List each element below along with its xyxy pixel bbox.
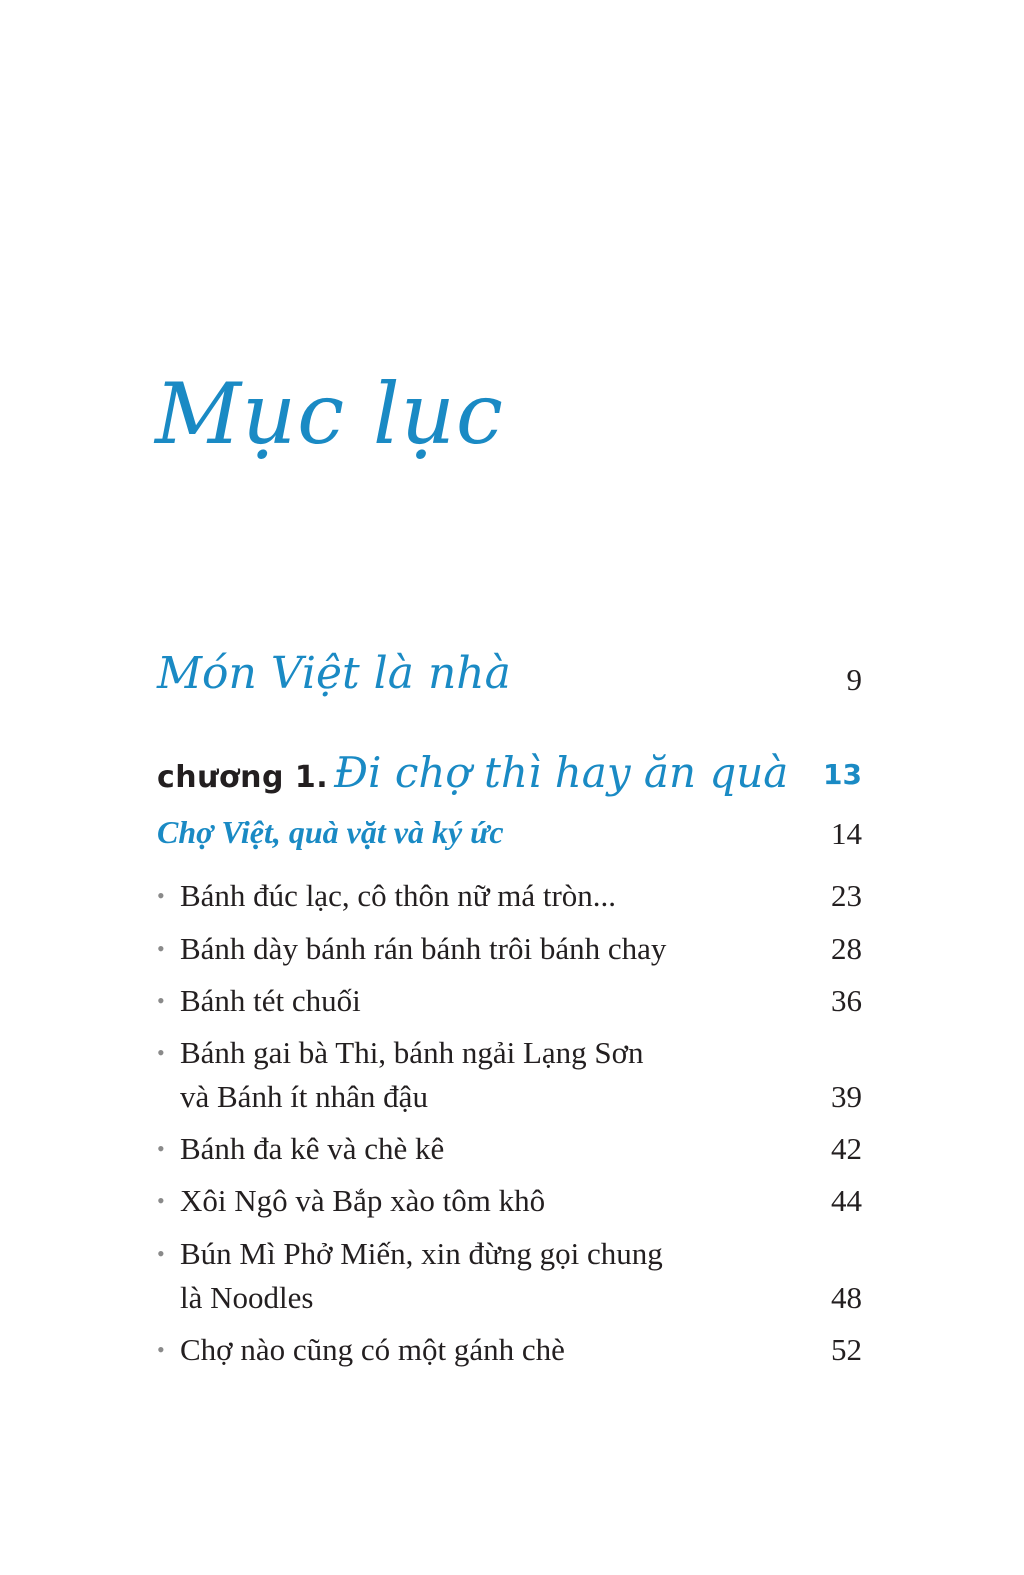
bullet-icon: • bbox=[157, 936, 165, 961]
part-title: Món Việt là nhà bbox=[157, 648, 511, 699]
bullet-icon: • bbox=[157, 1040, 165, 1065]
entry-page-number: 44 bbox=[831, 1183, 862, 1218]
bullet-icon: • bbox=[157, 1188, 165, 1213]
toc-entry bbox=[157, 1232, 862, 1320]
page-title: Mục lục bbox=[155, 365, 504, 463]
entry-page-number: 48 bbox=[831, 1280, 862, 1315]
toc-entry bbox=[157, 874, 862, 918]
entry-page-number: 42 bbox=[831, 1131, 862, 1166]
entry-page-number: 52 bbox=[831, 1332, 862, 1367]
toc-chapter-row bbox=[157, 748, 862, 804]
chapter-page-number: 13 bbox=[823, 758, 862, 791]
entry-title: Bánh đúc lạc, cô thôn nữ má tròn... bbox=[180, 878, 617, 913]
toc-entry bbox=[157, 1031, 862, 1119]
bullet-icon: • bbox=[157, 1241, 165, 1266]
entry-title: Xôi Ngô và Bắp xào tôm khô bbox=[180, 1183, 546, 1218]
toc-entry bbox=[157, 1328, 862, 1372]
chapter-label: chương 1. bbox=[157, 760, 329, 795]
entry-page-number: 36 bbox=[831, 983, 862, 1018]
toc-entry bbox=[157, 979, 862, 1023]
toc-part-row bbox=[157, 648, 862, 704]
entry-title: Bánh dày bánh rán bánh trôi bánh chay bbox=[180, 931, 667, 966]
bullet-icon: • bbox=[157, 883, 165, 908]
entry-page-number: 23 bbox=[831, 878, 862, 913]
entry-title: Bánh tét chuối bbox=[180, 983, 361, 1018]
chapter-title: Đi chợ thì hay ăn quà bbox=[334, 748, 789, 797]
toc-entry bbox=[157, 1179, 862, 1223]
entry-title: Chợ nào cũng có một gánh chè bbox=[180, 1332, 565, 1367]
entry-page-number: 39 bbox=[831, 1079, 862, 1114]
part-page-number: 9 bbox=[846, 662, 862, 697]
toc-entry bbox=[157, 927, 862, 971]
entry-title-line-1: Bánh gai bà Thi, bánh ngải Lạng Sơn bbox=[180, 1035, 644, 1070]
bullet-icon: • bbox=[157, 1337, 165, 1362]
bullet-icon: • bbox=[157, 988, 165, 1013]
toc-entry bbox=[157, 1127, 862, 1171]
entry-title-line-1: Bún Mì Phở Miến, xin đừng gọi chung bbox=[180, 1236, 663, 1271]
entry-page-number: 28 bbox=[831, 931, 862, 966]
bullet-icon: • bbox=[157, 1136, 165, 1161]
entry-title-line-2: là Noodles bbox=[180, 1280, 314, 1315]
section-title: Chợ Việt, quà vặt và ký ức bbox=[157, 814, 504, 850]
toc-section-row bbox=[157, 814, 862, 858]
section-page-number: 14 bbox=[831, 816, 862, 851]
entry-title-line-2: và Bánh ít nhân đậu bbox=[180, 1079, 428, 1114]
entry-title: Bánh đa kê và chè kê bbox=[180, 1131, 445, 1166]
